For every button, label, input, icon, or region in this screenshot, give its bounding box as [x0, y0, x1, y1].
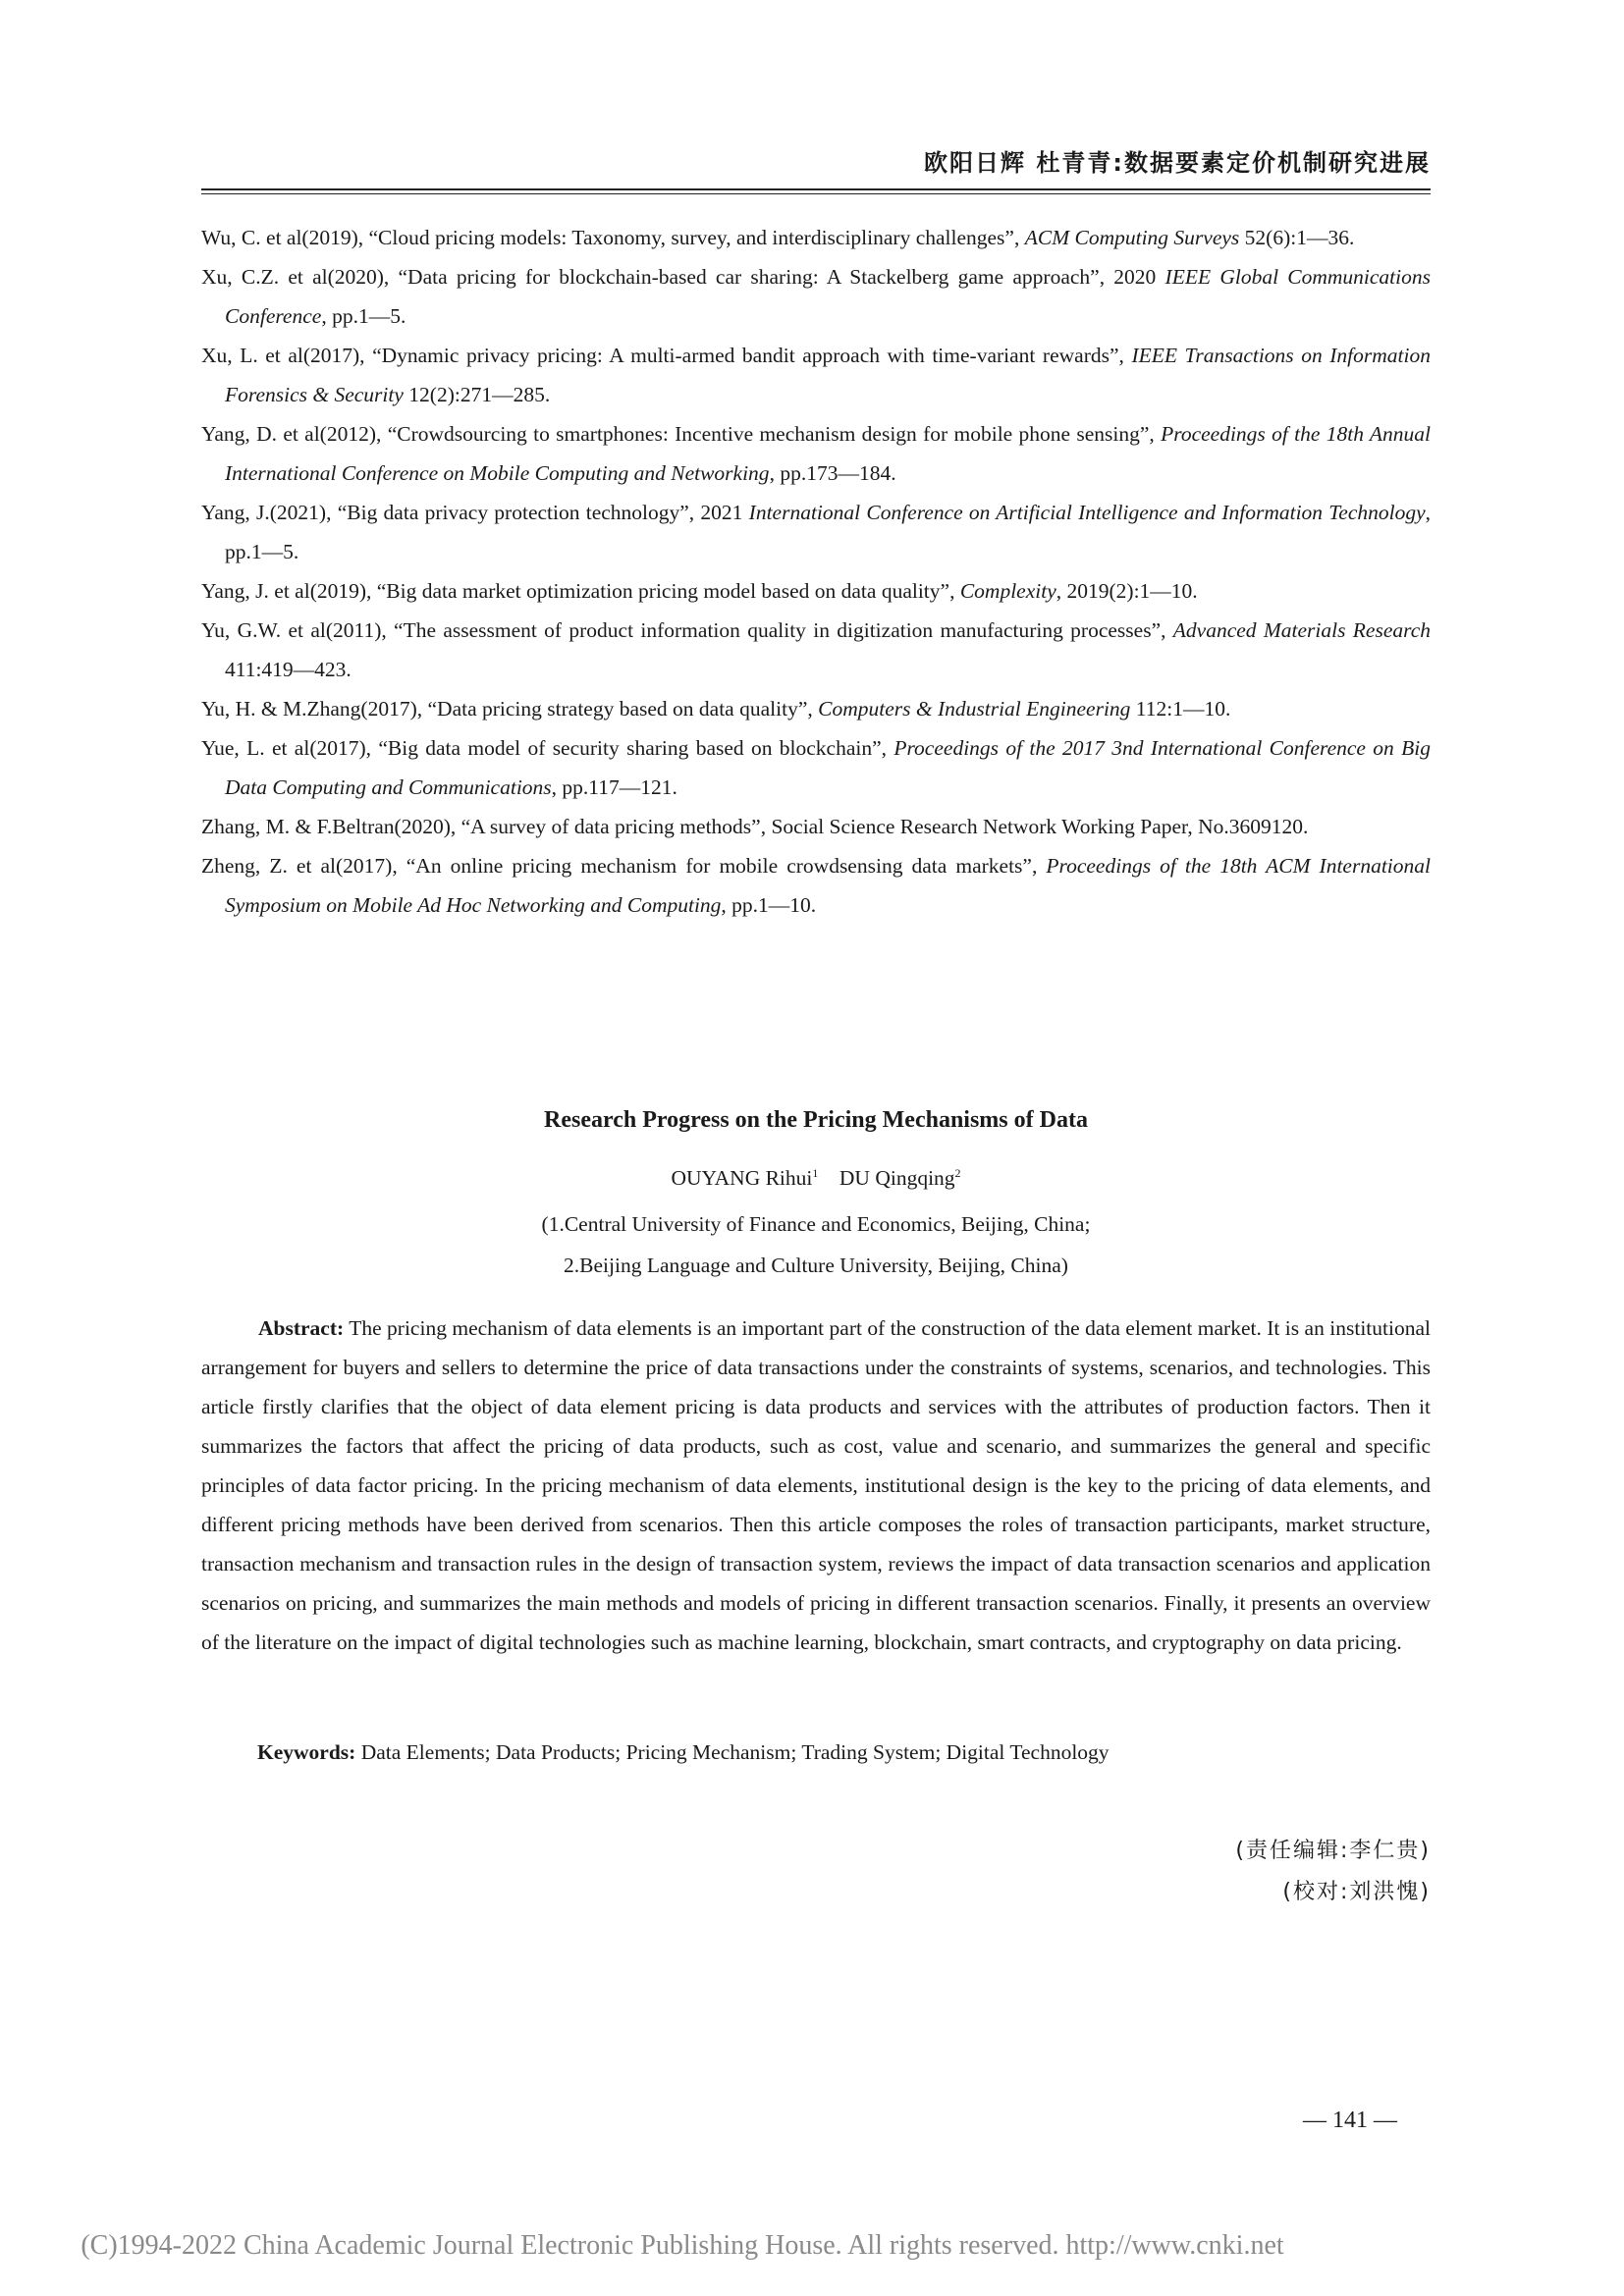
reference-item: Yu, G.W. et al(2011), “The assessment of product information quality in digitization manufacturing processes”, Advanced Materials Research 411:419—423.	[201, 618, 1431, 681]
reference-list	[201, 218, 1431, 925]
keywords-text: Data Elements; Data Products; Pricing Mechanism; Trading System; Digital Technology	[355, 1740, 1110, 1764]
reference-item: Xu, L. et al(2017), “Dynamic privacy pricing: A multi-armed bandit approach with time-variant rewards”, IEEE Transactions on Information Forensics & Security 12(2):271—285.	[201, 344, 1431, 406]
copyright-watermark: (C)1994-2022 China Academic Journal Electronic Publishing House. All rights reserved. http://www.cnki.net	[81, 2230, 1284, 2261]
reference-item: Yang, D. et al(2012), “Crowdsourcing to smartphones: Incentive mechanism design for mobile phone sensing”, Proceedings of the 18th Annual International Conference on Mobile Computing and Networking, pp.173—184.	[201, 422, 1431, 485]
reference-item: Wu, C. et al(2019), “Cloud pricing models: Taxonomy, survey, and interdisciplinary challenges”, ACM Computing Surveys 52(6):1—36.	[201, 226, 1355, 249]
reference-item: Yang, J. et al(2019), “Big data market optimization pricing model based on data quality”, Complexity, 2019(2):1—10.	[201, 579, 1198, 603]
reference-item: Yue, L. et al(2017), “Big data model of security sharing based on blockchain”, Proceedings of the 2017 3nd International Conference on Big Data Computing and Communications, pp.117—121.	[201, 736, 1431, 799]
reference-item: Yang, J.(2021), “Big data privacy protection technology”, 2021 International Conference on Artificial Intelligence and Information Technology, pp.1—5.	[201, 501, 1432, 563]
affiliation-marker: 1	[812, 1166, 819, 1180]
affiliation-marker: 2	[954, 1166, 961, 1180]
reference-item: Xu, C.Z. et al(2020), “Data pricing for blockchain-based car sharing: A Stackelberg game approach”, 2020 IEEE Global Communications Conference, pp.1—5.	[201, 265, 1431, 328]
keywords-label: Keywords:	[257, 1740, 356, 1764]
affiliation-line: (1.Central University of Finance and Economics, Beijing, China;	[541, 1212, 1091, 1236]
abstract-text: The pricing mechanism of data elements is an important part of the construction of the data element market. It is an institutional arrangement for buyers and sellers to determine the price of data transactions under the constraints of systems, scenarios, and technologies. This article firstly clarifies that the object of data element pricing is data products and services with the attributes of production factors. Then it summarizes the factors that affect the pricing of data products, such as cost, value and scenario, and summarizes the general and specific principles of data factor pricing. In the pricing mechanism of data elements, institutional design is the key to the pricing of data elements, and different pricing methods have been derived from scenarios. Then this article composes the roles of transaction participants, market structure, transaction mechanism and transaction rules in the design of transaction system, reviews the impact of data transaction scenarios and application scenarios on pricing, and summarizes the main methods and models of pricing in different transaction scenarios. Finally, it presents an overview of the literature on the impact of digital technologies such as machine learning, blockchain, smart contracts, and cryptography on data pricing.	[201, 1316, 1431, 1654]
affiliation-line: 2.Beijing Language and Culture University, Beijing, China)	[564, 1254, 1068, 1277]
page-number: — 141 —	[1303, 2108, 1397, 2133]
reference-item: Zhang, M. & F.Beltran(2020), “A survey of data pricing methods”, Social Science Research Network Working Paper, No.3609120.	[201, 815, 1309, 838]
header-rule	[201, 188, 1431, 194]
reference-item: Zheng, Z. et al(2017), “An online pricing mechanism for mobile crowdsensing data markets”, Proceedings of the 18th ACM International Symposium on Mobile Ad Hoc Networking and Computing, pp.1—10.	[201, 854, 1431, 917]
proofreader: (校对:刘洪愧)	[1282, 1880, 1431, 1904]
reference-item: Yu, H. & M.Zhang(2017), “Data pricing strategy based on data quality”, Computers & Industrial Engineering 112:1—10.	[201, 697, 1231, 721]
author-line	[201, 1166, 1431, 1191]
author-name: DU Qingqing	[839, 1166, 955, 1191]
abstract	[201, 1308, 1431, 1662]
responsible-editor: (责任编辑:李仁贵)	[1235, 1839, 1431, 1863]
english-title: Research Progress on the Pricing Mechanisms of Data	[544, 1107, 1088, 1133]
abstract-label: Abstract:	[258, 1316, 345, 1340]
keywords	[257, 1740, 1431, 1765]
author-name: OUYANG Rihui	[671, 1166, 813, 1191]
running-header: 欧阳日辉 杜青青:数据要素定价机制研究进展	[924, 149, 1431, 177]
